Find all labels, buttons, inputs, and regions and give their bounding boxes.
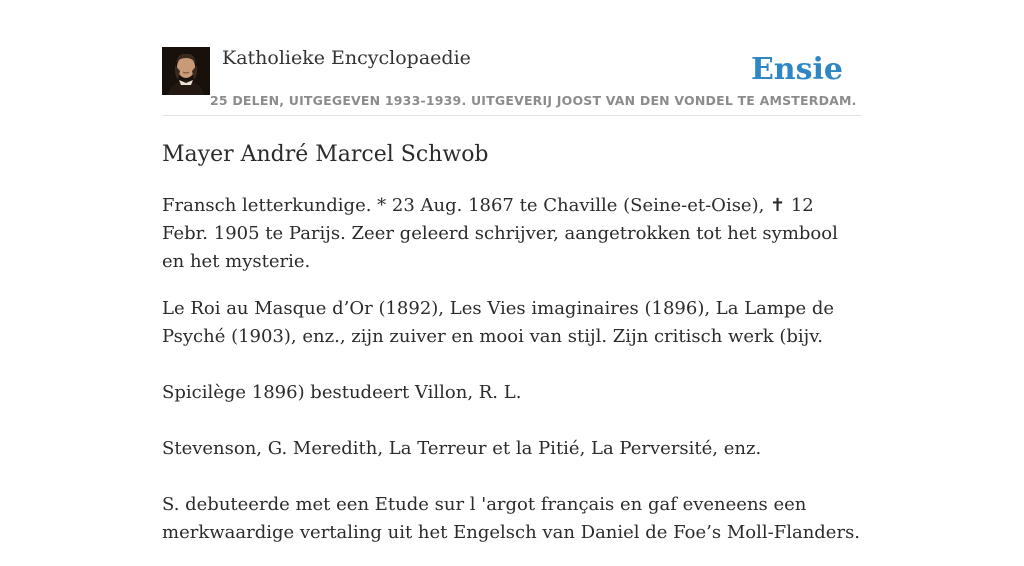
site-subtitle: 25 DELEN, UITGEGEVEN 1933-1939. UITGEVERIJ JOOST VAN DEN VONDEL TE AMSTERDAM. <box>210 93 857 108</box>
portrait-avatar-icon[interactable] <box>162 47 210 95</box>
brand-logo-link[interactable]: Ensie <box>750 52 843 87</box>
article-paragraph: Stevenson, G. Meredith, La Terreur et la Pitié, La Perversité, enz. <box>162 438 762 459</box>
article-paragraph: Spicilège 1896) bestudeert Villon, R. L. <box>162 382 522 403</box>
article-paragraph: Fransch letterkundige. * 23 Aug. 1867 te Chaville (Seine-et-Oise), ✝ 12 Febr. 1905 te Parijs. Zeer geleerd schrijver, aangetrokken tot het symbool en het mysterie. <box>162 195 838 272</box>
article-title: Mayer André Marcel Schwob <box>162 142 489 167</box>
article-paragraph: Le Roi au Masque d’Or (1892), Les Vies imaginaires (1896), La Lampe de Psyché (1903), enz., zijn zuiver en mooi van stijl. Zijn critisch werk (bijv. <box>162 298 835 347</box>
article-body <box>162 192 862 566</box>
article-paragraph: S. debuteerde met een Etude sur l 'argot français en gaf eveneens een merkwaardige vertaling uit het Engelsch van Daniel de Foe’s Moll-Flanders. <box>162 494 861 543</box>
site-header <box>162 46 862 116</box>
site-title[interactable]: Katholieke Encyclopaedie <box>222 47 471 69</box>
